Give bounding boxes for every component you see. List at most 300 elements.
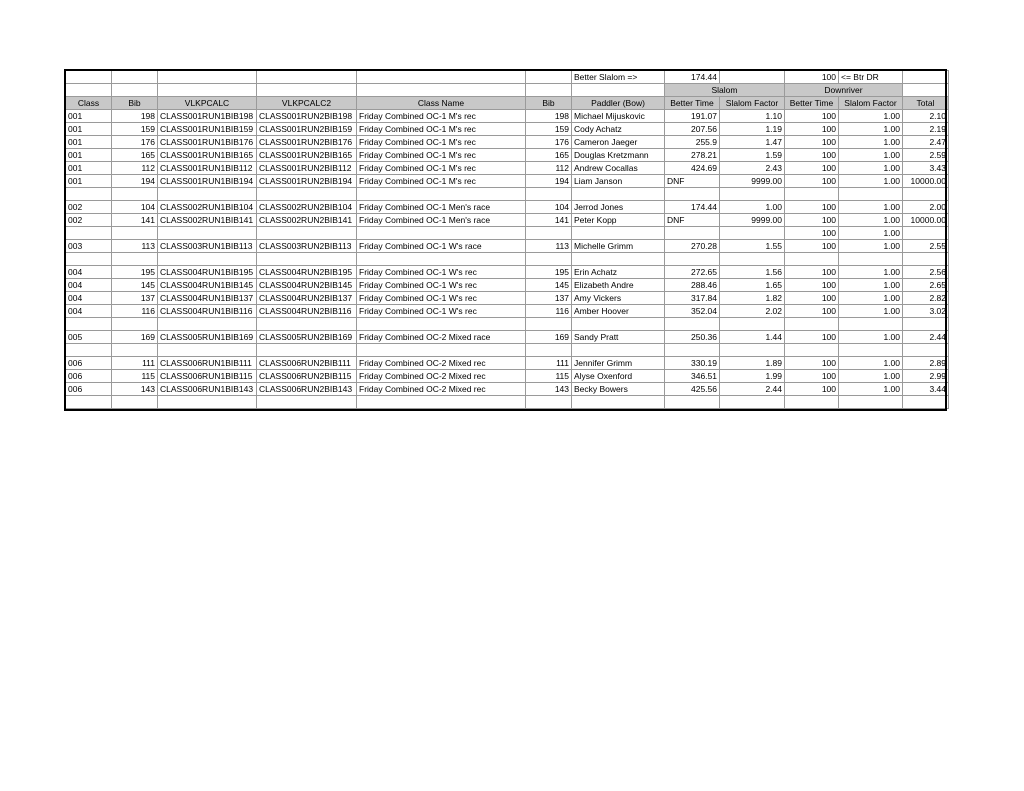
cell-total[interactable]: 2.59 xyxy=(903,149,949,162)
cell-class-name[interactable]: Friday Combined OC-1 W's race xyxy=(357,240,526,253)
cell-class-name[interactable]: Friday Combined OC-1 M's rec xyxy=(357,149,526,162)
cell-slalom-factor[interactable]: 1.82 xyxy=(720,292,785,305)
cell-downriver-factor[interactable]: 1.00 xyxy=(839,149,903,162)
cell-class-name[interactable]: Friday Combined OC-1 M's rec xyxy=(357,175,526,188)
cell-class[interactable] xyxy=(66,344,112,357)
cell-total[interactable]: 2.44 xyxy=(903,331,949,344)
cell-bib[interactable]: 113 xyxy=(112,240,158,253)
cell-vlkpcalc2[interactable]: CLASS001RUN2BIB165 xyxy=(257,149,357,162)
header-class[interactable]: Class xyxy=(66,97,112,110)
cell-paddler[interactable]: Peter Kopp xyxy=(572,214,665,227)
cell[interactable] xyxy=(158,84,257,97)
cell-bib[interactable] xyxy=(112,253,158,266)
cell-bib[interactable]: 198 xyxy=(112,110,158,123)
cell-vlkpcalc[interactable]: CLASS002RUN1BIB104 xyxy=(158,201,257,214)
cell-downriver-time[interactable]: 100 xyxy=(785,240,839,253)
cell-bib[interactable]: 137 xyxy=(112,292,158,305)
cell[interactable] xyxy=(572,84,665,97)
cell-slalom-time[interactable]: DNF xyxy=(665,175,720,188)
cell-slalom-factor[interactable]: 1.65 xyxy=(720,279,785,292)
cell-downriver-factor[interactable]: 1.00 xyxy=(839,383,903,396)
cell-paddler[interactable]: Michael Mijuskovic xyxy=(572,110,665,123)
cell-downriver-time[interactable] xyxy=(785,344,839,357)
cell-bib-2[interactable]: 112 xyxy=(526,162,572,175)
cell-downriver-factor[interactable]: 1.00 xyxy=(839,201,903,214)
header-downriver-factor[interactable]: Slalom Factor xyxy=(839,97,903,110)
cell-downriver-factor[interactable]: 1.00 xyxy=(839,357,903,370)
cell-class-name[interactable] xyxy=(357,318,526,331)
cell-class[interactable]: 004 xyxy=(66,266,112,279)
cell-class-name[interactable]: Friday Combined OC-1 M's rec xyxy=(357,123,526,136)
cell-class-name[interactable] xyxy=(357,344,526,357)
cell-bib[interactable]: 165 xyxy=(112,149,158,162)
cell-vlkpcalc2[interactable]: CLASS006RUN2BIB115 xyxy=(257,370,357,383)
cell-total[interactable]: 2.65 xyxy=(903,279,949,292)
cell-bib[interactable]: 169 xyxy=(112,331,158,344)
cell-bib[interactable]: 159 xyxy=(112,123,158,136)
cell-downriver-factor[interactable]: 1.00 xyxy=(839,331,903,344)
cell-vlkpcalc2[interactable]: CLASS002RUN2BIB141 xyxy=(257,214,357,227)
cell-total[interactable]: 2.10 xyxy=(903,110,949,123)
cell-paddler[interactable]: Amy Vickers xyxy=(572,292,665,305)
header-vlkpcalc2[interactable]: VLKPCALC2 xyxy=(257,97,357,110)
cell-bib-2[interactable]: 113 xyxy=(526,240,572,253)
cell-vlkpcalc[interactable]: CLASS003RUN1BIB113 xyxy=(158,240,257,253)
cell-vlkpcalc2[interactable]: CLASS003RUN2BIB113 xyxy=(257,240,357,253)
cell-bib-2[interactable]: 165 xyxy=(526,149,572,162)
better-slalom-label[interactable]: Better Slalom => xyxy=(572,71,665,84)
cell-paddler[interactable]: Jerrod Jones xyxy=(572,201,665,214)
cell-bib-2[interactable]: 145 xyxy=(526,279,572,292)
cell-bib-2[interactable]: 194 xyxy=(526,175,572,188)
cell-bib-2[interactable] xyxy=(526,253,572,266)
cell-paddler[interactable]: Elizabeth Andre xyxy=(572,279,665,292)
header-total[interactable]: Total xyxy=(903,97,949,110)
cell-slalom-factor[interactable]: 9999.00 xyxy=(720,175,785,188)
cell-class[interactable] xyxy=(66,253,112,266)
cell-paddler[interactable]: Andrew Cocallas xyxy=(572,162,665,175)
cell-slalom-factor[interactable] xyxy=(720,318,785,331)
cell[interactable] xyxy=(112,71,158,84)
cell-total[interactable] xyxy=(903,188,949,201)
cell-slalom-time[interactable]: 330.19 xyxy=(665,357,720,370)
cell-bib[interactable]: 112 xyxy=(112,162,158,175)
cell-slalom-factor[interactable] xyxy=(720,188,785,201)
cell-vlkpcalc[interactable] xyxy=(158,396,257,409)
cell-slalom-time[interactable]: 250.36 xyxy=(665,331,720,344)
cell-bib-2[interactable]: 143 xyxy=(526,383,572,396)
cell-class[interactable] xyxy=(66,188,112,201)
cell-paddler[interactable] xyxy=(572,344,665,357)
cell-paddler[interactable]: Jennifer Grimm xyxy=(572,357,665,370)
cell-bib[interactable] xyxy=(112,188,158,201)
header-vlkpcalc[interactable]: VLKPCALC xyxy=(158,97,257,110)
cell-class[interactable] xyxy=(66,227,112,240)
cell-slalom-time[interactable]: 288.46 xyxy=(665,279,720,292)
header-bib-2[interactable]: Bib xyxy=(526,97,572,110)
cell-slalom-time[interactable] xyxy=(665,344,720,357)
cell[interactable] xyxy=(903,71,949,84)
cell-vlkpcalc[interactable]: CLASS006RUN1BIB115 xyxy=(158,370,257,383)
cell-bib-2[interactable]: 104 xyxy=(526,201,572,214)
cell-paddler[interactable] xyxy=(572,318,665,331)
cell-total[interactable]: 2.47 xyxy=(903,136,949,149)
cell-vlkpcalc[interactable] xyxy=(158,188,257,201)
cell-downriver-time[interactable]: 100 xyxy=(785,214,839,227)
cell-vlkpcalc2[interactable] xyxy=(257,253,357,266)
cell-paddler[interactable] xyxy=(572,188,665,201)
cell-slalom-time[interactable]: DNF xyxy=(665,214,720,227)
cell-vlkpcalc2[interactable]: CLASS005RUN2BIB169 xyxy=(257,331,357,344)
cell-vlkpcalc[interactable] xyxy=(158,253,257,266)
cell-downriver-time[interactable]: 100 xyxy=(785,305,839,318)
cell-downriver-time[interactable]: 100 xyxy=(785,383,839,396)
cell-downriver-time[interactable]: 100 xyxy=(785,110,839,123)
cell-bib-2[interactable]: 137 xyxy=(526,292,572,305)
header-downriver-better-time[interactable]: Better Time xyxy=(785,97,839,110)
cell-vlkpcalc2[interactable] xyxy=(257,227,357,240)
cell-bib[interactable]: 116 xyxy=(112,305,158,318)
cell-bib[interactable]: 176 xyxy=(112,136,158,149)
cell-paddler[interactable]: Sandy Pratt xyxy=(572,331,665,344)
cell-class-name[interactable] xyxy=(357,396,526,409)
cell-class[interactable]: 001 xyxy=(66,136,112,149)
cell-bib[interactable]: 195 xyxy=(112,266,158,279)
cell-slalom-factor[interactable]: 1.59 xyxy=(720,149,785,162)
cell-downriver-factor[interactable]: 1.00 xyxy=(839,136,903,149)
cell-class[interactable]: 006 xyxy=(66,383,112,396)
cell-slalom-time[interactable] xyxy=(665,188,720,201)
cell-paddler[interactable]: Liam Janson xyxy=(572,175,665,188)
cell-downriver-factor[interactable] xyxy=(839,318,903,331)
cell-class-name[interactable]: Friday Combined OC-2 Mixed rec xyxy=(357,383,526,396)
cell-bib[interactable]: 145 xyxy=(112,279,158,292)
cell-downriver-factor[interactable]: 1.00 xyxy=(839,123,903,136)
cell-class[interactable]: 002 xyxy=(66,201,112,214)
cell-class-name[interactable]: Friday Combined OC-1 W's rec xyxy=(357,305,526,318)
cell-slalom-time[interactable]: 255.9 xyxy=(665,136,720,149)
cell-bib[interactable]: 143 xyxy=(112,383,158,396)
cell-paddler[interactable]: Amber Hoover xyxy=(572,305,665,318)
cell-downriver-factor[interactable]: 1.00 xyxy=(839,305,903,318)
cell-downriver-factor[interactable]: 1.00 xyxy=(839,279,903,292)
cell-total[interactable]: 3.02 xyxy=(903,305,949,318)
cell-downriver-time[interactable] xyxy=(785,253,839,266)
cell-slalom-factor[interactable] xyxy=(720,344,785,357)
cell-total[interactable]: 10000.00 xyxy=(903,175,949,188)
cell-bib-2[interactable]: 116 xyxy=(526,305,572,318)
cell-bib-2[interactable]: 115 xyxy=(526,370,572,383)
cell[interactable] xyxy=(526,71,572,84)
cell-downriver-time[interactable]: 100 xyxy=(785,279,839,292)
cell-class-name[interactable] xyxy=(357,227,526,240)
cell-vlkpcalc[interactable]: CLASS001RUN1BIB165 xyxy=(158,149,257,162)
cell-vlkpcalc[interactable]: CLASS005RUN1BIB169 xyxy=(158,331,257,344)
cell-paddler[interactable]: Cody Achatz xyxy=(572,123,665,136)
cell-slalom-time[interactable] xyxy=(665,253,720,266)
cell-bib[interactable]: 104 xyxy=(112,201,158,214)
cell-slalom-time[interactable] xyxy=(665,318,720,331)
cell-vlkpcalc[interactable]: CLASS004RUN1BIB116 xyxy=(158,305,257,318)
cell-vlkpcalc2[interactable]: CLASS006RUN2BIB111 xyxy=(257,357,357,370)
cell-bib-2[interactable] xyxy=(526,227,572,240)
cell-vlkpcalc[interactable]: CLASS001RUN1BIB194 xyxy=(158,175,257,188)
cell-bib[interactable] xyxy=(112,396,158,409)
cell-vlkpcalc2[interactable]: CLASS006RUN2BIB143 xyxy=(257,383,357,396)
cell[interactable] xyxy=(257,84,357,97)
cell-vlkpcalc2[interactable]: CLASS001RUN2BIB194 xyxy=(257,175,357,188)
cell-slalom-time[interactable]: 352.04 xyxy=(665,305,720,318)
cell-slalom-factor[interactable]: 9999.00 xyxy=(720,214,785,227)
cell-slalom-time[interactable]: 317.84 xyxy=(665,292,720,305)
cell-downriver-factor[interactable]: 1.00 xyxy=(839,240,903,253)
cell-slalom-time[interactable]: 346.51 xyxy=(665,370,720,383)
cell-paddler[interactable]: Douglas Kretzmann xyxy=(572,149,665,162)
cell-vlkpcalc[interactable]: CLASS006RUN1BIB111 xyxy=(158,357,257,370)
cell-bib[interactable]: 111 xyxy=(112,357,158,370)
cell-class[interactable]: 004 xyxy=(66,279,112,292)
header-slalom-factor[interactable]: Slalom Factor xyxy=(720,97,785,110)
cell-class-name[interactable] xyxy=(357,253,526,266)
cell-bib-2[interactable] xyxy=(526,318,572,331)
cell-downriver-factor[interactable]: 1.00 xyxy=(839,214,903,227)
cell-bib-2[interactable]: 198 xyxy=(526,110,572,123)
cell[interactable] xyxy=(526,84,572,97)
cell-vlkpcalc[interactable]: CLASS006RUN1BIB143 xyxy=(158,383,257,396)
cell-vlkpcalc2[interactable]: CLASS004RUN2BIB116 xyxy=(257,305,357,318)
cell-slalom-factor[interactable]: 1.89 xyxy=(720,357,785,370)
cell-bib[interactable]: 115 xyxy=(112,370,158,383)
cell-downriver-time[interactable]: 100 xyxy=(785,292,839,305)
cell-class[interactable]: 005 xyxy=(66,331,112,344)
cell-paddler[interactable] xyxy=(572,227,665,240)
cell-class[interactable]: 006 xyxy=(66,357,112,370)
cell-class[interactable]: 001 xyxy=(66,123,112,136)
cell-slalom-time[interactable]: 191.07 xyxy=(665,110,720,123)
cell-bib-2[interactable]: 169 xyxy=(526,331,572,344)
cell-downriver-time[interactable]: 100 xyxy=(785,227,839,240)
cell[interactable] xyxy=(66,71,112,84)
cell-class[interactable]: 004 xyxy=(66,305,112,318)
cell-downriver-time[interactable] xyxy=(785,318,839,331)
cell-class[interactable]: 001 xyxy=(66,162,112,175)
cell-class[interactable]: 001 xyxy=(66,110,112,123)
cell-vlkpcalc[interactable]: CLASS001RUN1BIB159 xyxy=(158,123,257,136)
cell-class[interactable]: 002 xyxy=(66,214,112,227)
cell-downriver-time[interactable]: 100 xyxy=(785,175,839,188)
cell-class-name[interactable]: Friday Combined OC-2 Mixed rec xyxy=(357,370,526,383)
cell-slalom-factor[interactable]: 2.43 xyxy=(720,162,785,175)
header-paddler[interactable]: Paddler (Bow) xyxy=(572,97,665,110)
cell-bib[interactable]: 141 xyxy=(112,214,158,227)
cell-downriver-factor[interactable]: 1.00 xyxy=(839,110,903,123)
cell[interactable] xyxy=(257,71,357,84)
cell-vlkpcalc[interactable]: CLASS001RUN1BIB112 xyxy=(158,162,257,175)
cell[interactable] xyxy=(66,84,112,97)
cell-downriver-factor[interactable] xyxy=(839,188,903,201)
cell-paddler[interactable]: Cameron Jaeger xyxy=(572,136,665,149)
cell-downriver-factor[interactable]: 1.00 xyxy=(839,162,903,175)
cell[interactable] xyxy=(357,84,526,97)
cell-slalom-factor[interactable] xyxy=(720,396,785,409)
cell-bib[interactable] xyxy=(112,318,158,331)
cell-bib-2[interactable]: 141 xyxy=(526,214,572,227)
cell-slalom-time[interactable]: 270.28 xyxy=(665,240,720,253)
cell-vlkpcalc[interactable]: CLASS004RUN1BIB145 xyxy=(158,279,257,292)
cell-total[interactable]: 2.82 xyxy=(903,292,949,305)
header-slalom-better-time[interactable]: Better Time xyxy=(665,97,720,110)
cell[interactable] xyxy=(112,84,158,97)
cell[interactable] xyxy=(903,84,949,97)
cell[interactable] xyxy=(720,71,785,84)
cell-class-name[interactable]: Friday Combined OC-1 M's rec xyxy=(357,162,526,175)
cell-total[interactable]: 2.00 xyxy=(903,201,949,214)
cell-class-name[interactable]: Friday Combined OC-2 Mixed race xyxy=(357,331,526,344)
cell-vlkpcalc[interactable]: CLASS004RUN1BIB195 xyxy=(158,266,257,279)
cell-slalom-factor[interactable]: 2.02 xyxy=(720,305,785,318)
cell-vlkpcalc2[interactable]: CLASS001RUN2BIB198 xyxy=(257,110,357,123)
cell-class-name[interactable]: Friday Combined OC-1 M's rec xyxy=(357,136,526,149)
cell-class-name[interactable]: Friday Combined OC-1 W's rec xyxy=(357,266,526,279)
cell-class-name[interactable]: Friday Combined OC-1 W's rec xyxy=(357,279,526,292)
cell-downriver-factor[interactable] xyxy=(839,344,903,357)
cell-bib-2[interactable]: 176 xyxy=(526,136,572,149)
cell-paddler[interactable] xyxy=(572,396,665,409)
cell-bib-2[interactable] xyxy=(526,396,572,409)
cell-class[interactable] xyxy=(66,318,112,331)
cell-total[interactable] xyxy=(903,318,949,331)
cell-total[interactable] xyxy=(903,396,949,409)
cell-downriver-factor[interactable]: 1.00 xyxy=(839,227,903,240)
downriver-group-header[interactable]: Downriver xyxy=(785,84,903,97)
cell-paddler[interactable]: Alyse Oxenford xyxy=(572,370,665,383)
cell-total[interactable]: 2.55 xyxy=(903,240,949,253)
cell-vlkpcalc2[interactable]: CLASS001RUN2BIB112 xyxy=(257,162,357,175)
cell-class[interactable]: 001 xyxy=(66,175,112,188)
cell-class[interactable]: 003 xyxy=(66,240,112,253)
cell-paddler[interactable]: Michelle Grimm xyxy=(572,240,665,253)
cell-downriver-time[interactable] xyxy=(785,188,839,201)
cell-total[interactable] xyxy=(903,344,949,357)
cell-vlkpcalc2[interactable]: CLASS001RUN2BIB176 xyxy=(257,136,357,149)
cell-downriver-time[interactable]: 100 xyxy=(785,357,839,370)
cell-downriver-time[interactable]: 100 xyxy=(785,266,839,279)
cell-total[interactable]: 2.56 xyxy=(903,266,949,279)
cell[interactable] xyxy=(158,71,257,84)
cell-downriver-time[interactable]: 100 xyxy=(785,201,839,214)
cell-downriver-factor[interactable]: 1.00 xyxy=(839,292,903,305)
cell-paddler[interactable] xyxy=(572,253,665,266)
cell-vlkpcalc2[interactable] xyxy=(257,318,357,331)
cell-class-name[interactable]: Friday Combined OC-1 Men's race xyxy=(357,214,526,227)
cell-total[interactable]: 3.44 xyxy=(903,383,949,396)
cell-vlkpcalc2[interactable] xyxy=(257,396,357,409)
cell-vlkpcalc[interactable]: CLASS004RUN1BIB137 xyxy=(158,292,257,305)
cell[interactable] xyxy=(357,71,526,84)
cell-class-name[interactable]: Friday Combined OC-2 Mixed rec xyxy=(357,357,526,370)
cell-slalom-time[interactable] xyxy=(665,227,720,240)
cell-class-name[interactable]: Friday Combined OC-1 Men's race xyxy=(357,201,526,214)
cell-slalom-time[interactable]: 272.65 xyxy=(665,266,720,279)
cell-bib-2[interactable] xyxy=(526,344,572,357)
cell-downriver-factor[interactable]: 1.00 xyxy=(839,175,903,188)
cell-vlkpcalc2[interactable]: CLASS004RUN2BIB137 xyxy=(257,292,357,305)
cell-slalom-time[interactable]: 207.56 xyxy=(665,123,720,136)
better-slalom-value[interactable]: 174.44 xyxy=(665,71,720,84)
cell-slalom-factor[interactable]: 1.19 xyxy=(720,123,785,136)
cell-slalom-factor[interactable]: 1.44 xyxy=(720,331,785,344)
cell-downriver-time[interactable]: 100 xyxy=(785,331,839,344)
slalom-group-header[interactable]: Slalom xyxy=(665,84,785,97)
cell-class[interactable] xyxy=(66,396,112,409)
header-bib[interactable]: Bib xyxy=(112,97,158,110)
cell-total[interactable] xyxy=(903,253,949,266)
cell-class[interactable]: 001 xyxy=(66,149,112,162)
cell-vlkpcalc2[interactable] xyxy=(257,188,357,201)
cell-vlkpcalc[interactable]: CLASS001RUN1BIB176 xyxy=(158,136,257,149)
cell-slalom-factor[interactable]: 1.55 xyxy=(720,240,785,253)
cell-bib-2[interactable] xyxy=(526,188,572,201)
cell-total[interactable] xyxy=(903,227,949,240)
cell-slalom-factor[interactable]: 1.00 xyxy=(720,201,785,214)
cell-total[interactable]: 2.89 xyxy=(903,357,949,370)
cell-bib[interactable] xyxy=(112,344,158,357)
cell-downriver-factor[interactable]: 1.00 xyxy=(839,266,903,279)
btr-dr-label[interactable]: <= Btr DR xyxy=(839,71,903,84)
cell-paddler[interactable]: Erin Achatz xyxy=(572,266,665,279)
cell-slalom-factor[interactable]: 2.44 xyxy=(720,383,785,396)
cell-slalom-factor[interactable]: 1.99 xyxy=(720,370,785,383)
cell-bib-2[interactable]: 159 xyxy=(526,123,572,136)
cell-class[interactable]: 004 xyxy=(66,292,112,305)
cell-downriver-factor[interactable]: 1.00 xyxy=(839,370,903,383)
cell-slalom-time[interactable]: 425.56 xyxy=(665,383,720,396)
cell-paddler[interactable]: Becky Bowers xyxy=(572,383,665,396)
cell-class-name[interactable]: Friday Combined OC-1 M's rec xyxy=(357,110,526,123)
cell-slalom-factor[interactable]: 1.47 xyxy=(720,136,785,149)
cell-total[interactable]: 10000.00 xyxy=(903,214,949,227)
cell-vlkpcalc2[interactable]: CLASS002RUN2BIB104 xyxy=(257,201,357,214)
cell-slalom-factor[interactable] xyxy=(720,253,785,266)
cell-slalom-factor[interactable]: 1.56 xyxy=(720,266,785,279)
cell-bib[interactable]: 194 xyxy=(112,175,158,188)
cell-downriver-time[interactable] xyxy=(785,396,839,409)
cell-downriver-time[interactable]: 100 xyxy=(785,136,839,149)
dr-value[interactable]: 100 xyxy=(785,71,839,84)
cell-total[interactable]: 2.99 xyxy=(903,370,949,383)
cell-bib[interactable] xyxy=(112,227,158,240)
cell-vlkpcalc2[interactable]: CLASS001RUN2BIB159 xyxy=(257,123,357,136)
cell-vlkpcalc2[interactable]: CLASS004RUN2BIB145 xyxy=(257,279,357,292)
cell-class[interactable]: 006 xyxy=(66,370,112,383)
cell-class-name[interactable]: Friday Combined OC-1 W's rec xyxy=(357,292,526,305)
cell-slalom-time[interactable]: 424.69 xyxy=(665,162,720,175)
cell-vlkpcalc2[interactable] xyxy=(257,344,357,357)
cell-slalom-time[interactable]: 278.21 xyxy=(665,149,720,162)
cell-slalom-time[interactable] xyxy=(665,396,720,409)
cell-total[interactable]: 2.19 xyxy=(903,123,949,136)
cell-vlkpcalc2[interactable]: CLASS004RUN2BIB195 xyxy=(257,266,357,279)
cell-downriver-time[interactable]: 100 xyxy=(785,149,839,162)
cell-bib-2[interactable]: 111 xyxy=(526,357,572,370)
cell-slalom-time[interactable]: 174.44 xyxy=(665,201,720,214)
cell-total[interactable]: 3.43 xyxy=(903,162,949,175)
cell-downriver-factor[interactable] xyxy=(839,253,903,266)
cell-slalom-factor[interactable] xyxy=(720,227,785,240)
cell-vlkpcalc[interactable]: CLASS001RUN1BIB198 xyxy=(158,110,257,123)
cell-vlkpcalc[interactable]: CLASS002RUN1BIB141 xyxy=(158,214,257,227)
header-class-name[interactable]: Class Name xyxy=(357,97,526,110)
